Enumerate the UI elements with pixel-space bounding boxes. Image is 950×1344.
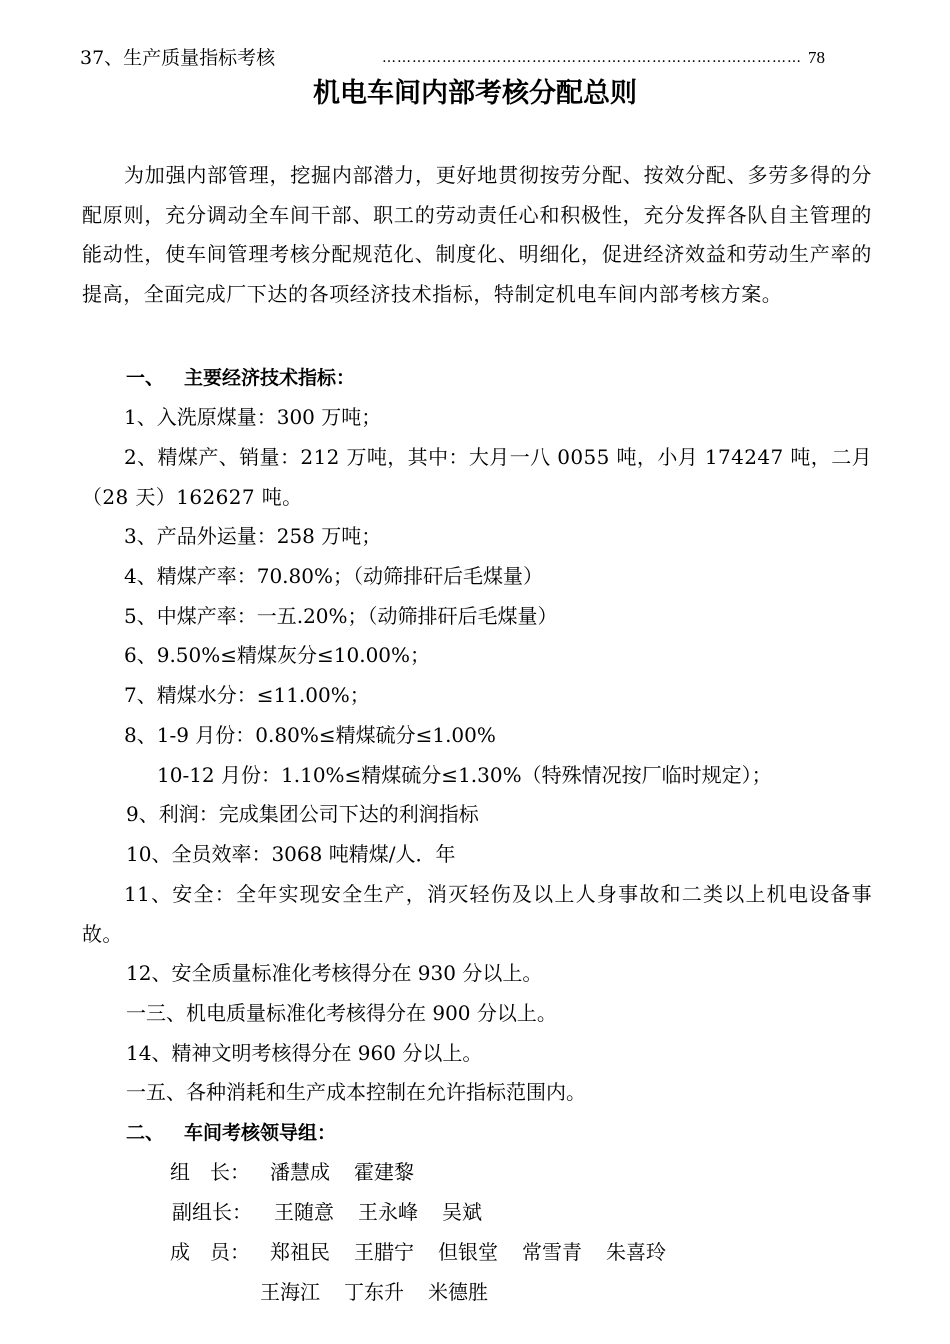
member-name: 王海江 xyxy=(260,1280,320,1304)
indicator-item-8a: 8、1-9 月份：0.80%≤精煤硫分≤1.00% xyxy=(124,723,496,747)
member-name: 王腊宁 xyxy=(354,1240,414,1264)
leader-row xyxy=(170,1152,438,1192)
indicator-item-12: 12、安全质量标准化考核得分在 930 分以上。 xyxy=(126,961,543,985)
section-number: 一、 xyxy=(126,367,165,389)
deputy-label: 副组长： xyxy=(172,1200,252,1224)
deputy-name: 王永峰 xyxy=(358,1200,418,1224)
intro-paragraph: 为加强内部管理，挖掘内部潜力，更好地贯彻按劳分配、按效分配、多劳多得的分配原则，充分调动全车间干部、职工的劳动责任心和积极性，充分发挥各队自主管理的能动性，使车间管理考核分配规范化、制度化、明细化，促进经济效益和劳动生产率的提高，全面完成厂下达的各项经济技术指标，特制定机电车间内部考核方案。 xyxy=(82,163,872,306)
indicator-item-13: 一三、机电质量标准化考核得分在 900 分以上。 xyxy=(126,1001,557,1025)
deputy-name: 王随意 xyxy=(274,1200,334,1224)
toc-page-number: 78 xyxy=(808,48,825,67)
member-label: 成 员： xyxy=(170,1240,250,1264)
member-name: 常雪青 xyxy=(522,1240,582,1264)
indicator-item-6: 6、9.50%≤精煤灰分≤10.00%； xyxy=(124,643,431,667)
indicator-item-10: 10、全员效率：3068 吨精煤/人．年 xyxy=(126,842,456,866)
member-name: 但银堂 xyxy=(438,1240,498,1264)
section-heading-1 xyxy=(126,358,355,398)
indicator-item-5: 5、中煤产率：一五.20%；（动筛排矸后毛煤量） xyxy=(124,604,558,628)
indicator-item-4: 4、精煤产率：70.80%；（动筛排矸后毛煤量） xyxy=(124,564,543,588)
deputy-name: 吴斌 xyxy=(442,1200,482,1224)
leader-name: 霍建黎 xyxy=(354,1160,414,1184)
indicator-item-3: 3、产品外运量：258 万吨； xyxy=(124,524,382,548)
section-number: 二、 xyxy=(126,1122,165,1144)
leader-label: 组 长： xyxy=(170,1160,250,1184)
toc-label: 37、生产质量指标考核 xyxy=(80,47,276,69)
indicator-item-9: 9、利润：完成集团公司下达的利润指标 xyxy=(126,802,479,826)
indicator-item-8b: 10-12 月份：1.10%≤精煤硫分≤1.30%（特殊情况按厂临时规定）； xyxy=(157,763,772,787)
indicator-item-15: 一五、各种消耗和生产成本控制在允许指标范围内。 xyxy=(126,1080,586,1104)
member-name: 郑祖民 xyxy=(270,1240,330,1264)
section-title: 车间考核领导组： xyxy=(184,1122,337,1144)
indicator-item-14: 14、精神文明考核得分在 960 分以上。 xyxy=(126,1041,483,1065)
deputy-row xyxy=(172,1192,506,1232)
member-row xyxy=(170,1232,690,1272)
toc-leader-dots: ………………………………………………………………………… xyxy=(382,50,802,66)
leader-name: 潘慧成 xyxy=(270,1160,330,1184)
member-name: 朱喜玲 xyxy=(606,1240,666,1264)
member-name: 米德胜 xyxy=(428,1280,488,1304)
section-heading-2 xyxy=(126,1113,336,1153)
member-name: 丁东升 xyxy=(344,1280,404,1304)
indicator-item-7: 7、精煤水分：≤11.00%； xyxy=(124,683,370,707)
indicator-item-2: 2、精煤产、销量：212 万吨，其中：大月一八 0055 吨，小月 174247 吨，二月（28 天）162627 吨。 xyxy=(82,445,872,509)
member-row-continued xyxy=(260,1272,512,1312)
section-title: 主要经济技术指标： xyxy=(184,367,356,389)
indicator-item-11: 11、安全：全年实现安全生产，消灭轻伤及以上人身事故和二类以上机电设备事故。 xyxy=(82,882,872,946)
toc-entry xyxy=(80,44,830,72)
indicator-item-1: 1、入洗原煤量：300 万吨； xyxy=(124,405,382,429)
document-title: 机电车间内部考核分配总则 xyxy=(313,78,637,109)
